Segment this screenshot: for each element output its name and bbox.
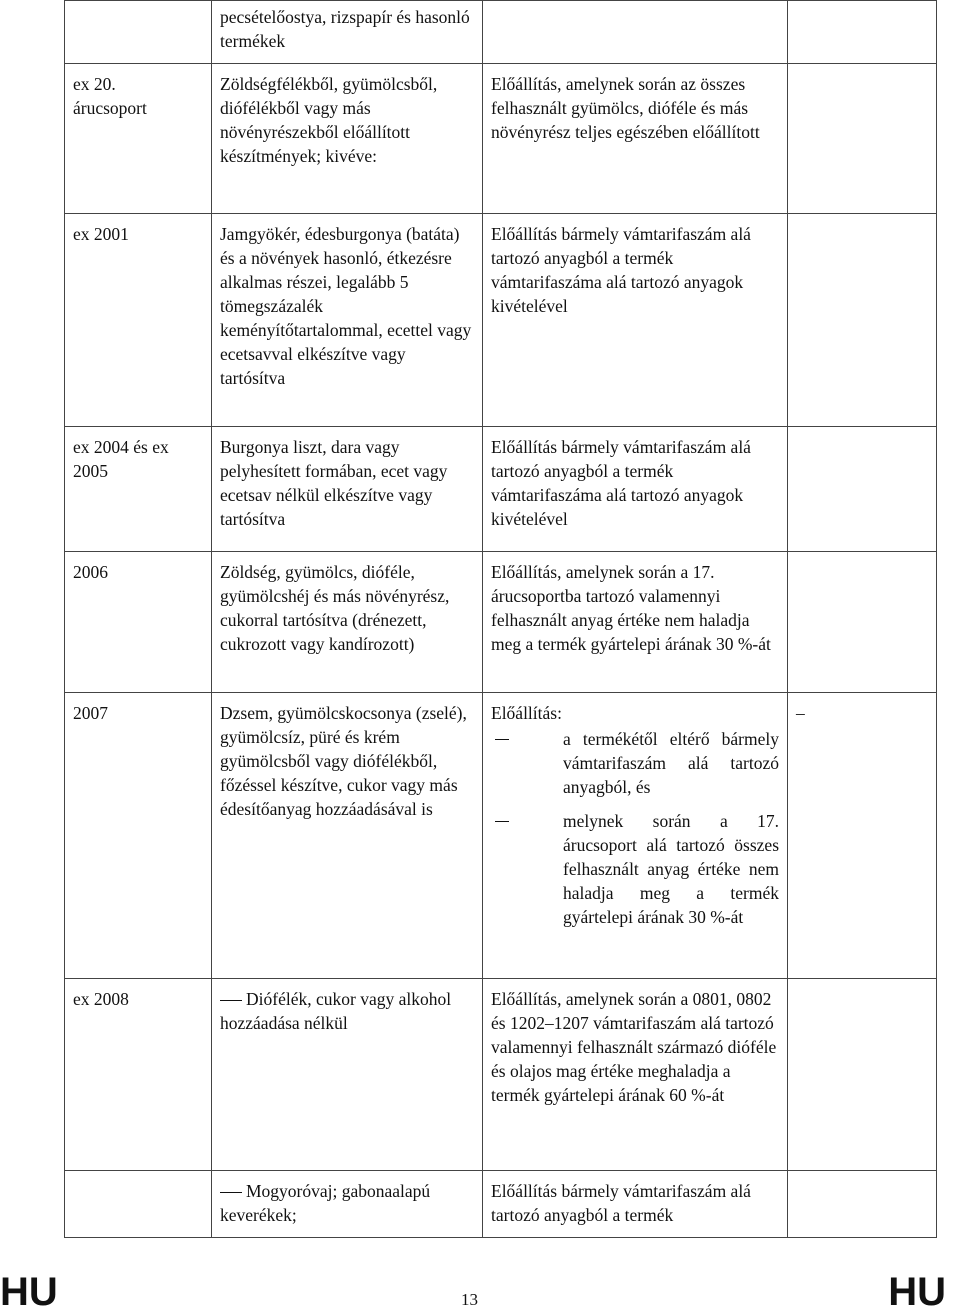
footer-language-left: HU	[0, 1270, 58, 1314]
rule-cell: Előállítás, amelynek során a 17. árucsoportba tartozó valamennyi felhasznált anyag értéke nem haladja meg a termék gyártelepi árának 30 %-át	[483, 552, 788, 693]
rule-sublist	[491, 727, 779, 929]
list-item-text: a termékétől eltérő bármely vámtarifaszám alá tartozó anyagból, és	[563, 729, 779, 797]
description-cell	[212, 1171, 483, 1238]
table-row	[65, 979, 937, 1171]
rule-cell: Előállítás, amelynek során az összes felhasznált gyümölcs, dióféle és más növényrész teljes egészében előállított	[483, 64, 788, 214]
description-cell: Zöldség, gyümölcs, dióféle, gyümölcshéj és más növényrész, cukorral tartósítva (drénezett, cukrozott vagy kandírozott)	[212, 552, 483, 693]
code-cell: ex 2001	[65, 214, 212, 427]
alt-rule-cell	[788, 1171, 937, 1238]
alt-rule-text: –	[796, 703, 805, 723]
rule-cell: Előállítás bármely vámtarifaszám alá tartozó anyagból a termék vámtarifaszáma alá tartozó anyagok kivételével	[483, 214, 788, 427]
code-cell	[65, 1, 212, 64]
alt-rule-cell	[788, 979, 937, 1171]
table-row	[65, 1171, 937, 1238]
code-cell	[65, 1171, 212, 1238]
rule-cell	[483, 1, 788, 64]
alt-rule-cell	[788, 64, 937, 214]
rule-cell: Előállítás bármely vámtarifaszám alá tartozó anyagból a termék	[483, 1171, 788, 1238]
code-cell: 2007	[65, 693, 212, 979]
list-item-text: melynek során a 17. árucsoport alá tartozó összes felhasznált anyag értéke nem haladja meg a termék gyártelepi árának 30 %-át	[563, 811, 779, 927]
rule-intro: Előállítás:	[491, 703, 562, 723]
alt-rule-cell	[788, 427, 937, 552]
list-item	[491, 809, 779, 929]
table-row	[65, 552, 937, 693]
code-cell: ex 20. árucsoport	[65, 64, 212, 214]
dash-icon	[495, 821, 509, 822]
list-item	[491, 727, 779, 799]
description-cell: Zöldségfélékből, gyümölcsből, diófélékből vagy más növényrészekből előállított készítmények; kivéve:	[212, 64, 483, 214]
description-text: Diófélék, cukor vagy alkohol hozzáadása nélkül	[220, 989, 452, 1033]
code-cell: 2006	[65, 552, 212, 693]
description-cell: Jamgyökér, édesburgonya (batáta) és a növények hasonló, étkezésre alkalmas részei, legalább 5 tömegszázalék keményítőtartalommal, ecettel vagy ecetsavval elkészítve vagy tartósítva	[212, 214, 483, 427]
dash-icon	[495, 739, 509, 740]
table-row	[65, 693, 937, 979]
dash-icon	[220, 1192, 242, 1193]
description-cell: Dzsem, gyümölcskocsonya (zselé), gyümölcsíz, püré és krém gyümölcsből vagy diófélékből, főzéssel készítve, cukor vagy más édesítőanyag hozzáadásával is	[212, 693, 483, 979]
rules-table	[64, 0, 937, 1238]
description-cell	[212, 979, 483, 1171]
alt-rule-cell	[788, 214, 937, 427]
alt-rule-cell	[788, 693, 937, 979]
rule-cell: Előállítás, amelynek során a 0801, 0802 és 1202–1207 vámtarifaszám alá tartozó valamennyi felhasznált származó dióféle és olajos mag értéke meghaladja a termék gyártelepi árának 60 %-át	[483, 979, 788, 1171]
description-text: Mogyoróvaj; gabonaalapú keverékek;	[220, 1181, 431, 1225]
rule-cell	[483, 693, 788, 979]
table-row	[65, 214, 937, 427]
code-cell: ex 2004 és ex 2005	[65, 427, 212, 552]
page-number: 13	[461, 1290, 478, 1309]
description-cell: pecsételőostya, rizspapír és hasonló termékek	[212, 1, 483, 64]
rule-cell: Előállítás bármely vámtarifaszám alá tartozó anyagból a termék vámtarifaszáma alá tartozó anyagok kivételével	[483, 427, 788, 552]
footer-language-right: HU	[888, 1270, 946, 1314]
alt-rule-cell	[788, 1, 937, 64]
code-cell: ex 2008	[65, 979, 212, 1171]
alt-rule-cell	[788, 552, 937, 693]
table-row	[65, 1, 937, 64]
table-row	[65, 64, 937, 214]
dash-icon	[220, 1000, 242, 1001]
table-row	[65, 427, 937, 552]
description-cell: Burgonya liszt, dara vagy pelyhesített formában, ecet vagy ecetsav nélkül elkészítve vagy tartósítva	[212, 427, 483, 552]
